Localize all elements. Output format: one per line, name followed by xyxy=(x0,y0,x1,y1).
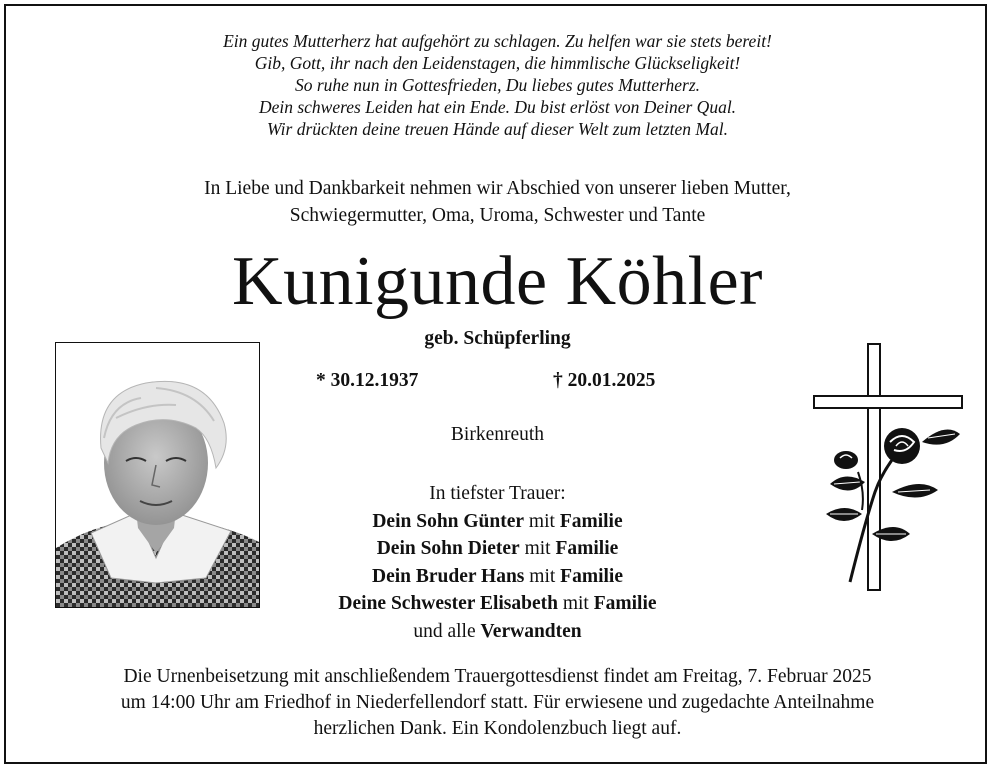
portrait-photo xyxy=(55,342,260,608)
deceased-name: Kunigunde Köhler xyxy=(232,243,763,320)
poem-line: Wir drückten deine treuen Hände auf dieser Welt zum letzten Mal. xyxy=(267,119,728,139)
funeral-line: um 14:00 Uhr am Friedhof in Niederfellendorf statt. Für erwiesene und zugedachte Anteilnahme xyxy=(120,692,875,713)
funeral-info xyxy=(0,664,995,742)
place-of-residence: Birkenreuth xyxy=(450,424,545,445)
mourner-line: Dein Sohn Günter mit Familie xyxy=(372,510,623,532)
intro-text xyxy=(0,175,995,229)
poem-line: Ein gutes Mutterherz hat aufgehört zu schlagen. Zu helfen war sie stets bereit! xyxy=(223,31,772,51)
portrait-illustration xyxy=(56,343,260,608)
birth-date: * 30.12.1937 xyxy=(316,370,419,391)
maiden-name: geb. Schüpferling xyxy=(424,328,571,349)
relatives-line: und alle Verwandten xyxy=(413,620,582,642)
mourner-line: Deine Schwester Elisabeth mit Familie xyxy=(338,593,657,614)
intro-line: Schwiegermutter, Oma, Uroma, Schwester und Tante xyxy=(289,205,706,226)
poem-line: Gib, Gott, ihr nach den Leidenstagen, die himmlische Glückseligkeit! xyxy=(254,53,741,73)
poem-line: So ruhe nun in Gottesfrieden, Du liebes gutes Mutterherz. xyxy=(294,75,701,95)
funeral-line: Die Urnenbeisetzung mit anschließendem Trauergottesdienst findet am Freitag, 7. Februar 2025 xyxy=(123,666,872,687)
mourner-line: Dein Sohn Dieter mit Familie xyxy=(376,538,619,559)
poem xyxy=(0,30,995,140)
death-date: † 20.01.2025 xyxy=(553,370,656,391)
cross-with-rose-icon xyxy=(810,342,970,594)
intro-line: In Liebe und Dankbarkeit nehmen wir Abschied von unserer lieben Mutter, xyxy=(204,178,791,199)
mourners-heading: In tiefster Trauer: xyxy=(429,483,566,504)
mourner-line: Dein Bruder Hans mit Familie xyxy=(371,565,623,587)
poem-line: Dein schweres Leiden hat ein Ende. Du bist erlöst von Deiner Qual. xyxy=(258,97,737,117)
funeral-line: herzlichen Dank. Ein Kondolenzbuch liegt auf. xyxy=(313,718,682,739)
